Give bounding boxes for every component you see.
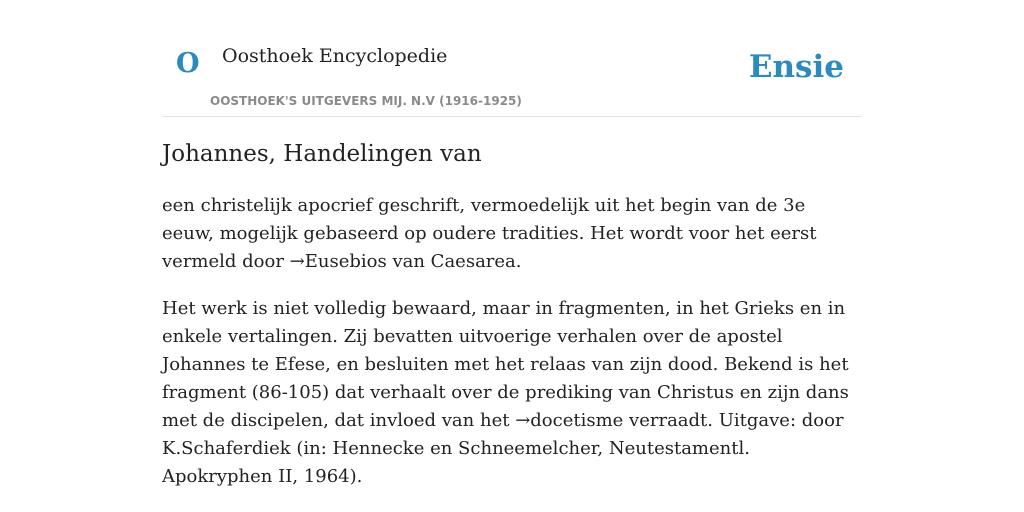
publisher-subtitle: OOSTHOEK'S UITGEVERS MIJ. N.V (1916-1925) (210, 94, 522, 108)
cross-reference-link-docetisme[interactable]: →docetisme (515, 410, 624, 431)
paragraph-text: een christelijk apocrief geschrift, vermoedelijk uit het begin van de 3e eeuw, mogelijk gebaseerd op oudere tradities. Het wordt voor het eerst vermeld door (162, 195, 817, 272)
entry-body (162, 192, 862, 510)
entry-paragraph-2 (162, 295, 862, 491)
paragraph-text: verraadt. Uitgave: door K.Schaferdiek (in: Hennecke en Schneemelcher, Neutestamentl. Apokryphen II, 1964). (162, 410, 844, 487)
paragraph-text: van Caesarea. (386, 251, 522, 272)
paragraph-text: Het werk is niet volledig bewaard, maar in fragmenten, in het Grieks en in enkele vertalingen. Zij bevatten uitvoerige verhalen over de apostel Johannes te Efese, en besluiten met het relaas van zijn dood. Bekend is het fragment (86-105) dat verhaalt over de prediking van Christus en zijn dans met de discipelen, dat invloed van het (162, 298, 849, 431)
encyclopedia-page (162, 0, 862, 487)
cross-reference-link-eusebios[interactable]: →Eusebios (289, 251, 387, 272)
encyclopedia-title[interactable]: Oosthoek Encyclopedie (222, 45, 448, 67)
logo-icon[interactable]: O (176, 48, 200, 79)
entry-title: Johannes, Handelingen van (162, 141, 482, 167)
ensie-logo[interactable]: Ensie (748, 49, 844, 85)
entry-paragraph-1 (162, 192, 862, 276)
site-header (162, 0, 862, 117)
